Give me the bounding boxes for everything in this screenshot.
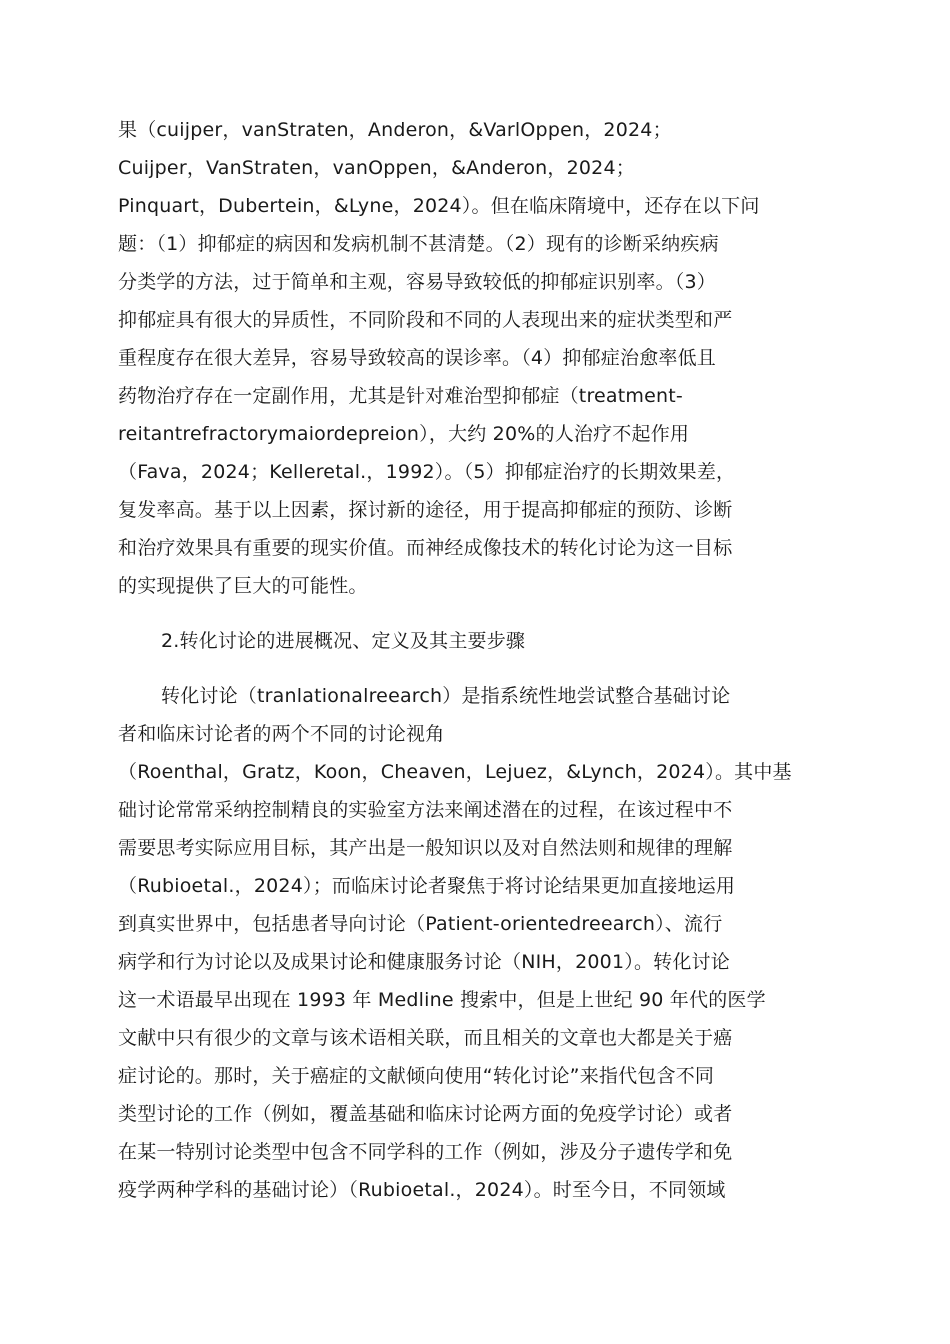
text-line: 这一术语最早出现在 1993 年 Medline 搜索中，但是上世纪 90 年代的医学 [118,989,766,1011]
text-line: 类型讨论的工作（例如，覆盖基础和临床讨论两方面的免疫学讨论）或者 [118,1103,733,1125]
text-line: Cuijper，VanStraten，vanOppen，&Anderon，2024； [118,157,635,179]
text-line: 疫学两种学科的基础讨论）（Rubioetal.，2024）。时至今日，不同领域 [118,1179,726,1201]
text-line: 需要思考实际应用目标，其产出是一般知识以及对自然法则和规律的理解 [118,837,733,859]
text-line: 分类学的方法，过于简单和主观，容易导致较低的抑郁症识别率。（3） [118,271,716,293]
text-line: 础讨论常常采纳控制精良的实验室方法来阐述潜在的过程，在该过程中不 [118,799,733,821]
text-line: 文献中只有很少的文章与该术语相关联，而且相关的文章也大都是关于癌 [118,1027,733,1049]
text-line: 复发率高。基于以上因素，探讨新的途径，用于提高抑郁症的预防、诊断 [118,499,733,521]
text-line: 的实现提供了巨大的可能性。 [118,575,368,597]
text-line: reitantrefractorymaiordepreion），大约 20%的人治疗不起作用 [118,423,690,445]
text-line: 题：（1）抑郁症的病因和发病机制不甚清楚。（2）现有的诊断采纳疾病 [118,233,719,255]
text-line: 果（cuijper，vanStraten，Anderon，&VarlOppen，2024； [118,119,672,141]
text-line: Pinquart，Dubertein，&Lyne，2024）。但在临床隋境中，还存在以下问 [118,195,760,217]
text-line: （Fava，2024；Kelleretal.，1992）。（5）抑郁症治疗的长期效果差， [118,461,736,483]
text-line: 到真实世界中，包括患者导向讨论（Patient-orientedreearch）、流行 [118,913,723,935]
text-line: 重程度存在很大差异，容易导致较高的误诊率。（4）抑郁症治愈率低且 [118,347,716,369]
text-line: （Rubioetal.，2024）；而临床讨论者聚焦于将讨论结果更加直接地运用 [118,875,736,897]
text-line: 转化讨论（tranlationalreearch）是指系统性地尝试整合基础讨论 [161,685,731,707]
text-line: 药物治疗存在一定副作用，尤其是针对难治型抑郁症（treatment- [118,385,683,407]
text-line: 者和临床讨论者的两个不同的讨论视角 [118,723,445,745]
text-line: 病学和行为讨论以及成果讨论和健康服务讨论（NIH，2001）。转化讨论 [118,951,730,973]
text-line: （Roenthal，Gratz，Koon，Cheaven，Lejuez，&Lynch，2024）。其中基 [118,761,792,783]
section-heading: 2.转化讨论的进展概况、定义及其主要步骤 [161,630,526,652]
text-line: 症讨论的。那时，关于癌症的文献倾向使用“转化讨论”来指代包含不同 [118,1065,715,1087]
text-line: 在某一特别讨论类型中包含不同学科的工作（例如，涉及分子遗传学和免 [118,1141,733,1163]
text-line: 抑郁症具有很大的异质性，不同阶段和不同的人表现出来的症状类型和严 [118,309,733,331]
text-line: 和治疗效果具有重要的现实价值。而神经成像技术的转化讨论为这一目标 [118,537,733,559]
